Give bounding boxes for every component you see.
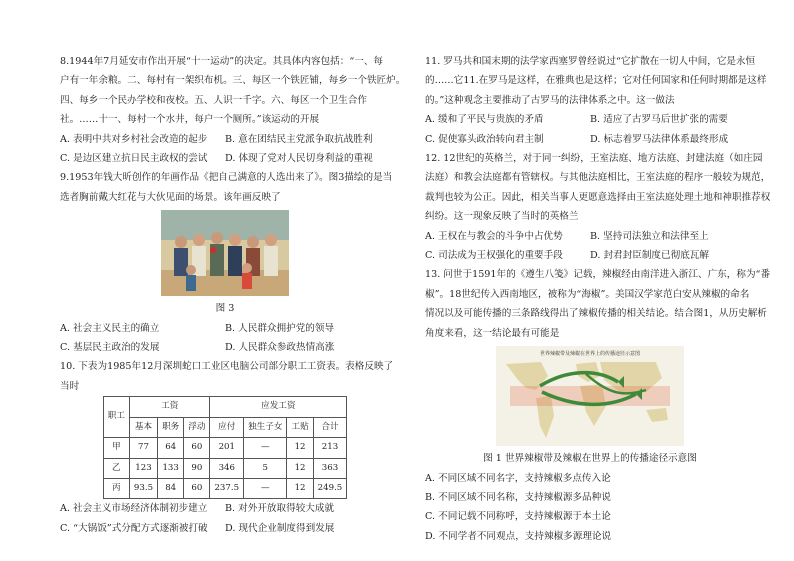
left-column [60,52,406,538]
q13-line-1: 13. 问世于1591年的《遵生八笺》记载，辣椒经由南洋进入浙江、广东，称为“番 [425,269,771,281]
q13-option-b: B. 不同区域不同名称，支持辣椒源多品种说 [425,491,611,503]
table-cell: 237.5 [210,478,244,498]
q11-options-row-2 [425,130,755,149]
q10-option-b: B. 对外开放取得较大成就 [225,503,335,515]
q8-line-2: 户有一年余粮。二、每村有一架织布机。三、每区一个铁匠铺，每乡一个铁匠炉。 [60,75,406,87]
q11-line-3: 的。”这种观念主要推动了古罗马的法律体系之中。这一做法 [425,94,675,106]
q10-line-2: 当时 [60,380,80,392]
question-10 [60,357,394,538]
q9-options-row-1 [60,319,390,338]
q9-line-2: 选者胸前戴大红花与大伙见面的场景。该年画反映了 [60,191,281,203]
q10-options-row-2 [60,519,390,538]
table-subheader: 独生子女 [244,417,287,437]
q12-line-1: 12. 12世纪的英格兰，对于同一纠纷，王室法庭、地方法庭、封建法庭（如庄园 [425,153,763,165]
q11-options-row-1 [425,110,755,129]
q8-option-c: C. 是边区建立抗日民主政权的尝试 [60,153,208,165]
table-cell: 60 [184,478,210,498]
table-cell: 乙 [103,458,129,478]
q12-option-c: C. 司法成为王权强化的重要手段 [425,250,563,262]
q10-option-d: D. 现代企业制度得到发展 [225,522,335,534]
question-12 [425,149,771,265]
table-cell: 346 [210,458,244,478]
table-subheader: 基本 [129,417,157,437]
q8-options-row-2 [60,149,390,168]
q10-option-a: A. 社会主义市场经济体制初步建立 [60,503,208,515]
q10-options-row-1 [60,499,390,518]
q13-figure-caption: 图 1 世界辣椒带及辣椒在世界上的传播途径示意图 [483,453,697,465]
table-subheader: 工贴 [287,417,313,437]
table-cell: 90 [184,458,210,478]
q11-option-c: C. 促使寡头政治转向君主制 [425,133,544,145]
q13-map-figure [425,346,755,446]
table-cell: 12 [287,478,313,498]
world-map-image [496,346,684,446]
table-cell: 60 [184,438,210,458]
q9-option-a: A. 社会主义民主的确立 [60,322,160,334]
q9-painting-figure [60,210,390,296]
table-cell: 84 [158,478,184,498]
table-header-salary: 工资 [129,397,210,417]
table-cell: 201 [210,438,244,458]
right-column [425,52,771,546]
question-9 [60,168,393,357]
q9-option-b: B. 人民群众拥护党的领导 [225,322,335,334]
question-8 [60,52,406,168]
question-11 [425,52,767,149]
q9-figure-caption: 图 3 [215,303,235,315]
table-subheader: 浮动 [184,417,210,437]
q11-option-d: D. 标志着罗马法律体系最终形成 [590,133,729,145]
q12-options-row-2 [425,246,755,265]
table-row [103,478,347,498]
q8-option-d: D. 体现了党对人民切身利益的重视 [225,153,373,165]
q12-options-row-1 [425,227,755,246]
table-cell: 5 [244,458,287,478]
q9-option-d: D. 人民群众参政热情高涨 [225,342,335,354]
q9-options-row-2 [60,338,390,357]
q10-option-c: C. “大锅饭”式分配方式逐渐被打破 [60,522,208,534]
table-cell: 64 [158,438,184,458]
q12-line-3: 裁判也较为公正。因此，相关当事人更愿意选择由王室法庭处理土地和神职推荐权 [425,191,771,203]
table-cell: 12 [287,458,313,478]
salary-table [103,396,348,499]
q8-line-1: 8.1944年7月延安市作出开展“十一运动”的决定。其具体内容包括：“一、每 [60,56,384,67]
q8-option-a: A. 表明中共对乡村社会改造的起步 [60,133,208,145]
q12-option-b: B. 坚持司法独立和法律至上 [590,230,709,242]
q11-line-1: 11. 罗马共和国末期的法学家西塞罗曾经说过“它扩散在一切人中间，它是永恒 [425,56,756,67]
q11-option-a: A. 缓和了平民与贵族的矛盾 [425,114,544,126]
table-subheader: 职务 [158,417,184,437]
q8-line-4: 社。……十一、每村一个水井，每户一个厕所。”该运动的开展 [60,114,320,126]
q12-option-a: A. 王权在与教会的斗争中占优势 [425,230,563,242]
table-cell: — [244,478,287,498]
table-cell: 12 [287,438,313,458]
painting-image [161,210,289,296]
table-header-staff: 职工 [103,397,129,438]
q13-line-4: 角度来看，这一结论最有可能是 [425,327,560,339]
table-cell: 133 [158,458,184,478]
table-row [103,438,347,458]
q10-line-1: 10. 下表为1985年12月深圳蛇口工业区电脑公司部分职工工资表。表格反映了 [60,361,394,373]
q9-line-1: 9.1953年钱大昕创作的年画作品《把自己满意的人选出来了》。图3描绘的是当 [60,172,393,184]
table-subheader: 应付 [210,417,244,437]
q8-line-3: 四、每乡一个民办学校和夜校。五、人识一千字。六、每区一个卫生合作 [60,94,367,106]
table-row [103,458,347,478]
table-header-row [103,397,347,417]
table-header-payable: 应发工资 [210,397,347,417]
table-cell: 甲 [103,438,129,458]
table-cell: 77 [129,438,157,458]
q8-option-b: B. 意在团结民主党派争取抗战胜利 [225,133,373,145]
table-cell: 123 [129,458,157,478]
table-cell: 249.5 [313,478,347,498]
question-13 [425,265,771,546]
q11-option-b: B. 适应了古罗马后世扩张的需要 [590,114,728,126]
q13-option-c: C. 不同记载不同称呼，支持辣椒源于本土论 [425,511,611,523]
table-cell: 363 [313,458,347,478]
q12-line-4: 纠纷。这一现象反映了当时的英格兰 [425,211,579,223]
q13-option-d: D. 不同学者不同观点，支持辣椒多源理论说 [425,530,612,542]
map-title: 世界辣椒带及辣椒在世界上的传播途径示意图 [539,351,641,358]
table-cell: 213 [313,438,347,458]
table-cell: — [244,438,287,458]
q13-line-2: 椒”。18世纪传入西南地区，被称为“海椒”。美国汉学家范白安从辣椒的命名 [425,288,750,300]
q8-options-row-1 [60,130,390,149]
q13-option-a: A. 不同区域不同名字，支持辣椒多点传入论 [425,472,611,484]
q9-option-c: C. 基层民主政治的发展 [60,342,160,354]
table-subheader: 合计 [313,417,347,437]
table-cell: 93.5 [129,478,157,498]
table-cell: 丙 [103,478,129,498]
q13-line-3: 情况以及可能传播的三条路线得出了辣椒传播的相关结论。结合图1，从历史解析 [425,308,767,320]
table-subheader-row [103,417,347,437]
q12-option-d: D. 封君封臣制度已彻底瓦解 [590,250,709,262]
q11-line-2: 的……它11.在罗马是这样，在雅典也是这样；它对任何国家和任何时期都是这样 [425,75,767,87]
q12-line-2: 法庭）和教会法庭都有管辖权。与其他法庭相比，王室法庭的程序一般较为规范， [425,172,771,184]
